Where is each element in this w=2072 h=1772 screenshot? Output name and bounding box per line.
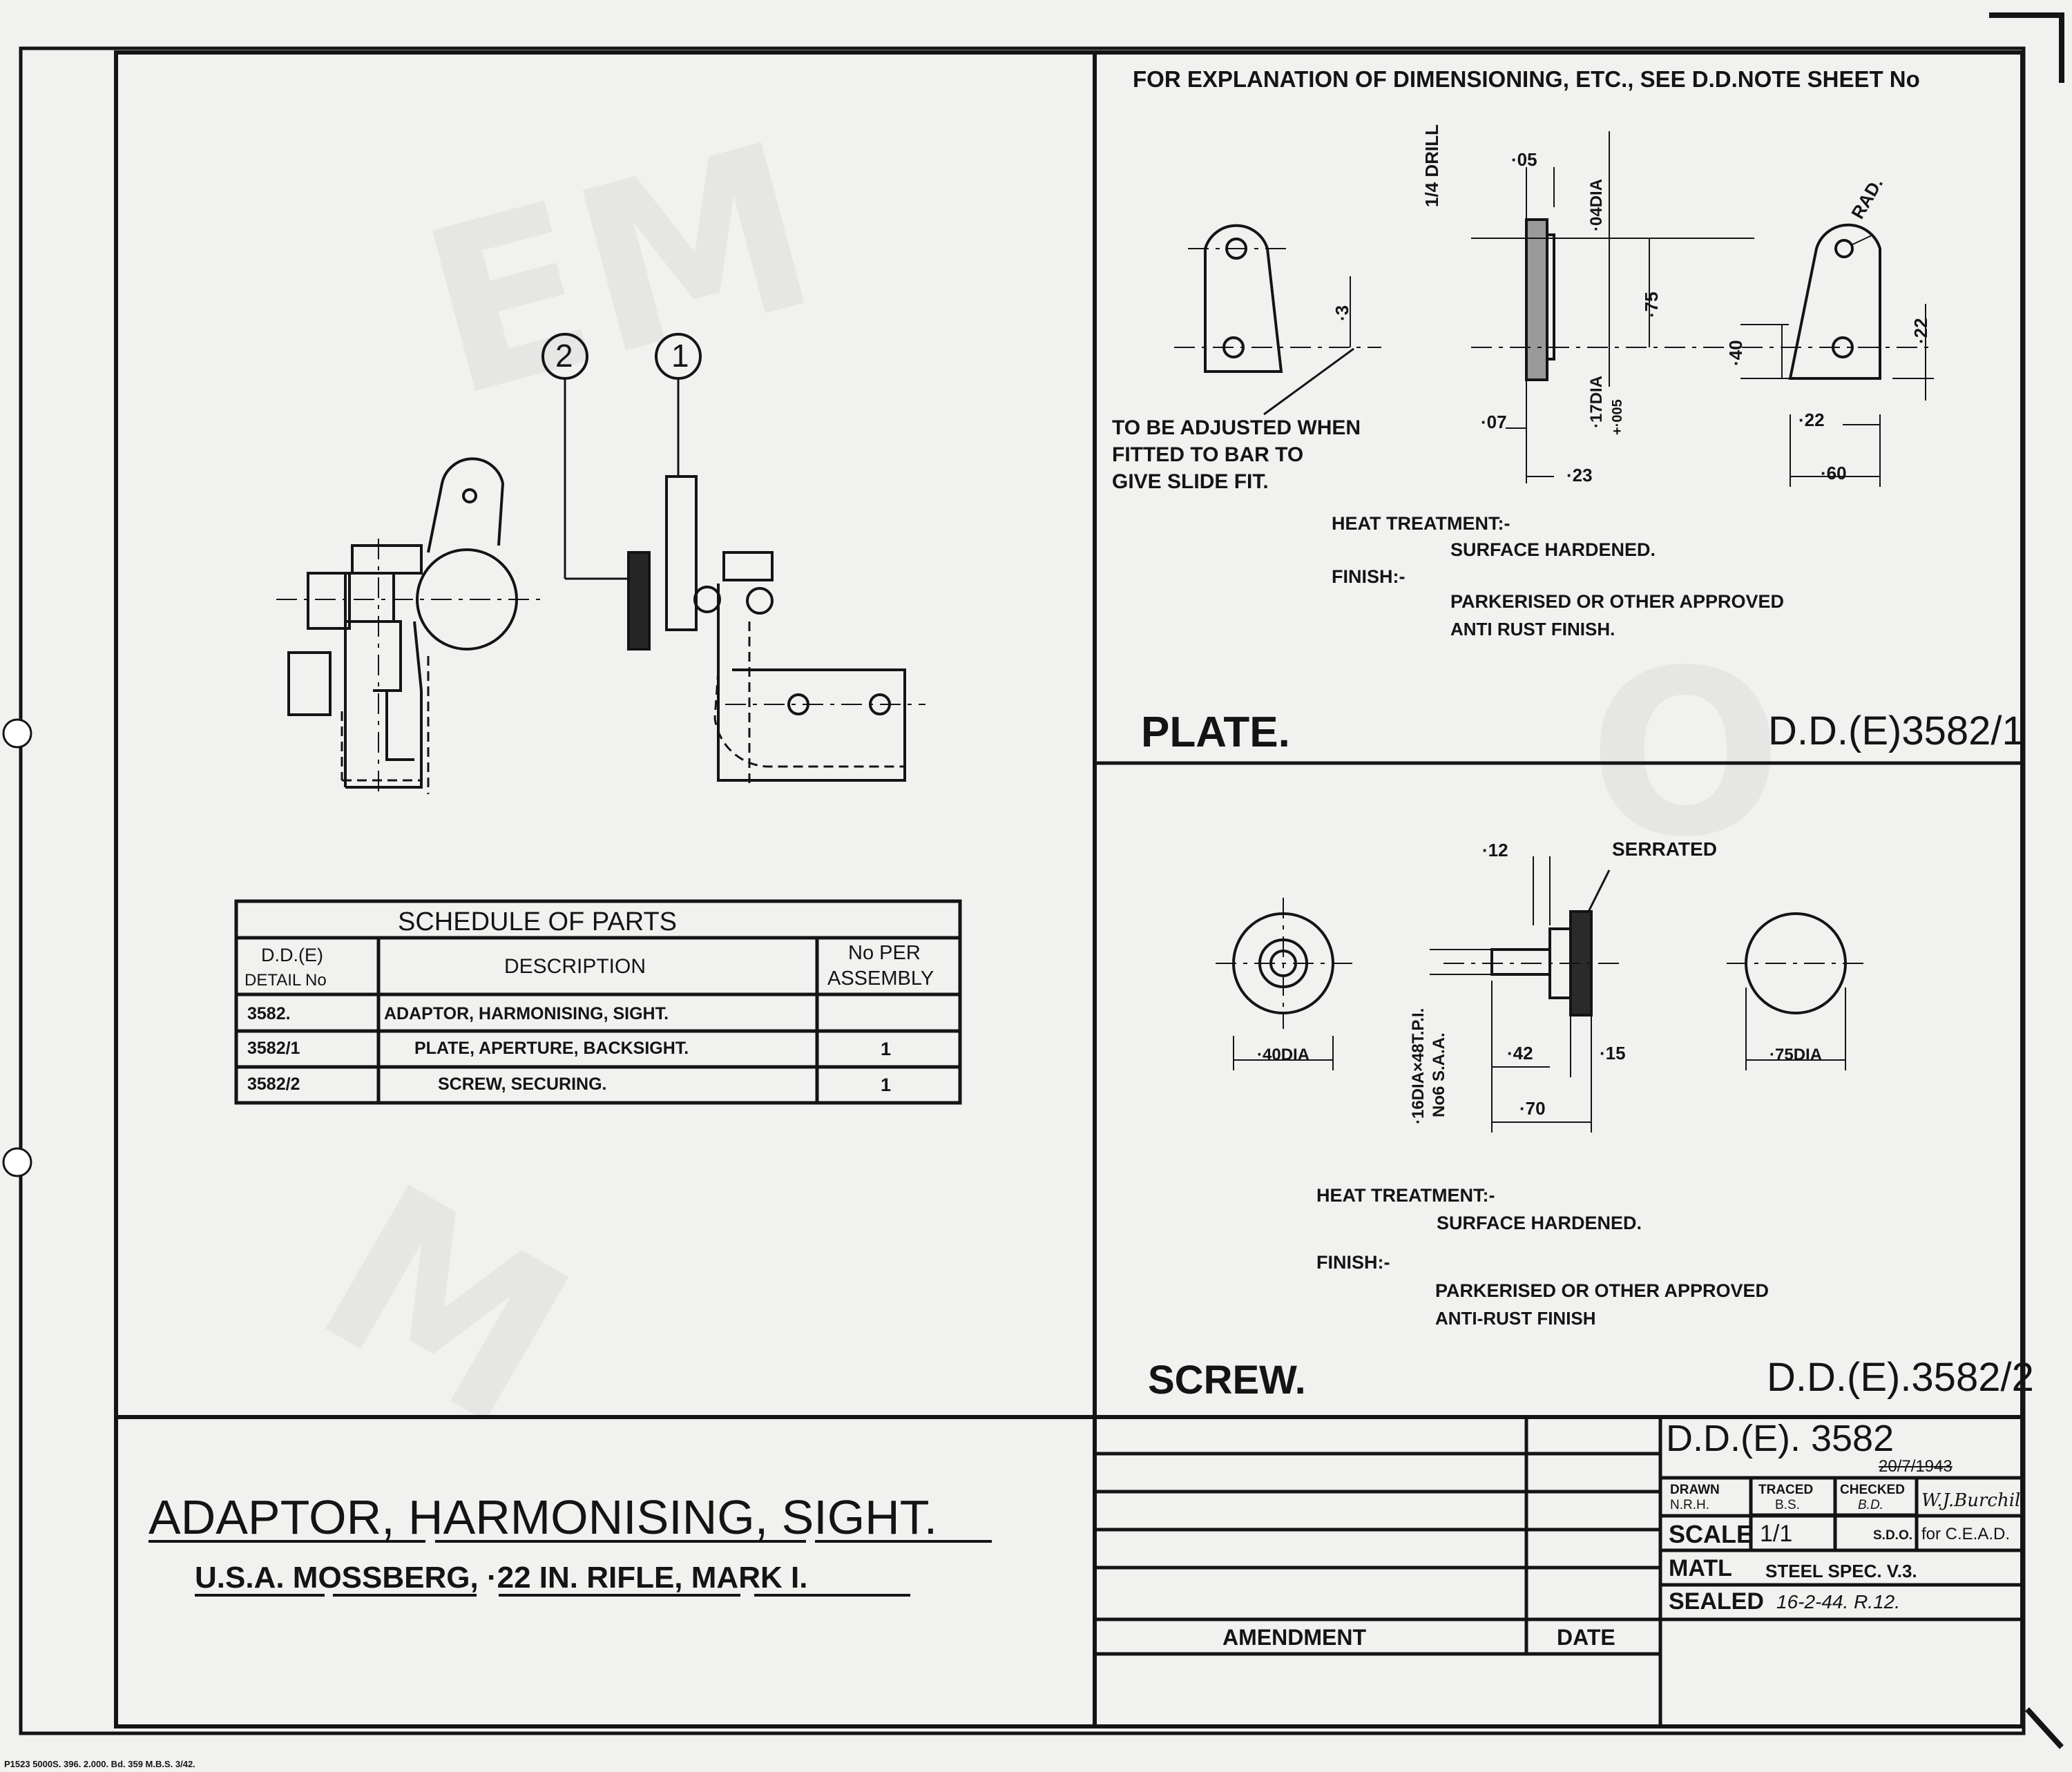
checked-label: CHECKED bbox=[1840, 1483, 1905, 1497]
plate-adjust-note-2: FITTED TO BAR TO bbox=[1112, 443, 1304, 466]
amendment-date-label: DATE bbox=[1557, 1625, 1615, 1650]
footer-print-code: P1523 5000S. 396. 2.000. Bd. 359 M.B.S. 3/42. bbox=[4, 1759, 195, 1769]
material-label: MATL bbox=[1669, 1555, 1732, 1581]
plate-dim-rad: RAD. bbox=[1847, 173, 1888, 222]
schedule-row-qty: 1 bbox=[881, 1039, 892, 1059]
sealed-label: SEALED bbox=[1669, 1588, 1764, 1615]
sealed-value: 16-2-44. R.12. bbox=[1776, 1591, 1900, 1612]
schedule-row-description: ADAPTOR, HARMONISING, SIGHT. bbox=[384, 1004, 669, 1023]
material-value: STEEL SPEC. V.3. bbox=[1765, 1561, 1917, 1581]
plate-name: PLATE. bbox=[1141, 709, 1290, 756]
plate-finish-value-2: ANTI RUST FINISH. bbox=[1450, 619, 1615, 639]
scale-label: SCALE bbox=[1669, 1520, 1754, 1548]
amendment-label: AMENDMENT bbox=[1222, 1625, 1366, 1650]
checked-value: B.D. bbox=[1858, 1498, 1883, 1512]
schedule-col-detail-1: D.D.(E) bbox=[261, 945, 323, 965]
screw-heat-value: SURFACE HARDENED. bbox=[1437, 1213, 1642, 1233]
screw-finish-label: FINISH:- bbox=[1316, 1252, 1390, 1273]
title-block-number: D.D.(E). 3582 bbox=[1666, 1418, 1894, 1459]
plate-dim-23: ·23 bbox=[1566, 465, 1593, 485]
plate-finish-label: FINISH:- bbox=[1332, 566, 1406, 587]
for-cead-label: for C.E.A.D. bbox=[1921, 1525, 2011, 1543]
plate-adjust-note-1: TO BE ADJUSTED WHEN bbox=[1112, 416, 1361, 439]
drawn-label: DRAWN bbox=[1670, 1483, 1720, 1497]
screw-dim-42: ·42 bbox=[1507, 1043, 1533, 1063]
screw-dim-75dia: ·75DIA bbox=[1769, 1046, 1823, 1064]
schedule-row-description: PLATE, APERTURE, BACKSIGHT. bbox=[414, 1039, 689, 1058]
plate-heat-value: SURFACE HARDENED. bbox=[1450, 539, 1656, 560]
screw-heat-label: HEAT TREATMENT:- bbox=[1316, 1185, 1495, 1206]
schedule-row-description: SCREW, SECURING. bbox=[438, 1075, 607, 1094]
schedule-col-qty-1: No PER bbox=[848, 942, 921, 964]
screw-name: SCREW. bbox=[1148, 1358, 1306, 1403]
balloon-1: 1 bbox=[671, 338, 689, 374]
screw-thread-spec-1: ·16DIA×48T.P.I. bbox=[1409, 1008, 1428, 1124]
plate-heat-label: HEAT TREATMENT:- bbox=[1332, 513, 1510, 534]
sdo-label: S.D.O. bbox=[1873, 1528, 1913, 1543]
plate-finish-value-1: PARKERISED OR OTHER APPROVED bbox=[1450, 591, 1785, 612]
schedule-col-detail-2: DETAIL No bbox=[244, 971, 327, 990]
screw-dim-70: ·70 bbox=[1519, 1098, 1546, 1119]
drawing-subtitle: U.S.A. MOSSBERG, ·22 IN. RIFLE, MARK I. bbox=[195, 1561, 808, 1595]
plate-dim-75: ·75 bbox=[1641, 291, 1662, 318]
plate-dim-drill: 1/4 DRILL bbox=[1421, 124, 1442, 207]
screw-dim-40dia: ·40DIA bbox=[1257, 1046, 1310, 1064]
plate-dim-17dia: ·17DIA bbox=[1587, 375, 1606, 428]
drawing-title: ADAPTOR, HARMONISING, SIGHT. bbox=[148, 1490, 938, 1544]
schedule-col-qty-2: ASSEMBLY bbox=[827, 967, 934, 990]
approver-signature: W.J.Burchill bbox=[1921, 1490, 2026, 1511]
plate-dim-07: ·07 bbox=[1481, 412, 1507, 432]
plate-adjust-note-3: GIVE SLIDE FIT. bbox=[1112, 470, 1269, 493]
schedule-title: SCHEDULE OF PARTS bbox=[398, 907, 678, 936]
screw-dim-12: ·12 bbox=[1482, 840, 1508, 860]
schedule-row-detail: 3582. bbox=[247, 1004, 291, 1023]
screw-serrated-label: SERRATED bbox=[1612, 838, 1717, 860]
balloon-2: 2 bbox=[555, 338, 573, 374]
header-note: FOR EXPLANATION OF DIMENSIONING, ETC., SEE D.D.NOTE SHEET No bbox=[1133, 66, 1920, 92]
schedule-col-description: DESCRIPTION bbox=[504, 955, 646, 978]
drawn-value: N.R.H. bbox=[1670, 1498, 1709, 1512]
screw-dim-15: ·15 bbox=[1600, 1043, 1626, 1063]
screw-thread-spec-2: No6 S.A.A. bbox=[1430, 1032, 1448, 1117]
plate-dim-60: ·60 bbox=[1821, 463, 1847, 483]
schedule-row-detail: 3582/1 bbox=[247, 1039, 300, 1058]
plate-dim-tol: +·005 bbox=[1610, 399, 1625, 435]
screw-drawing-number: D.D.(E).3582/2 bbox=[1767, 1355, 2034, 1400]
screw-finish-value-2: ANTI-RUST FINISH bbox=[1435, 1308, 1596, 1329]
plate-dim-22-horizontal: ·22 bbox=[1798, 410, 1825, 430]
schedule-row-detail: 3582/2 bbox=[247, 1075, 300, 1094]
plate-drawing-number: D.D.(E)3582/1 bbox=[1768, 709, 2024, 753]
plate-dim-3: ·3 bbox=[1332, 305, 1352, 321]
title-block-date: 20/7/1943 bbox=[1879, 1457, 1953, 1476]
screw-finish-value-1: PARKERISED OR OTHER APPROVED bbox=[1435, 1280, 1769, 1301]
plate-dim-05: ·05 bbox=[1511, 149, 1537, 170]
plate-dim-40: ·40 bbox=[1725, 340, 1746, 366]
traced-value: B.S. bbox=[1775, 1498, 1800, 1512]
scale-value: 1/1 bbox=[1760, 1521, 1793, 1547]
plate-dim-04dia: ·04DIA bbox=[1587, 178, 1606, 231]
traced-label: TRACED bbox=[1758, 1483, 1814, 1497]
plate-dim-22-vertical: ·22 bbox=[1910, 318, 1931, 344]
schedule-row-qty: 1 bbox=[881, 1075, 892, 1095]
